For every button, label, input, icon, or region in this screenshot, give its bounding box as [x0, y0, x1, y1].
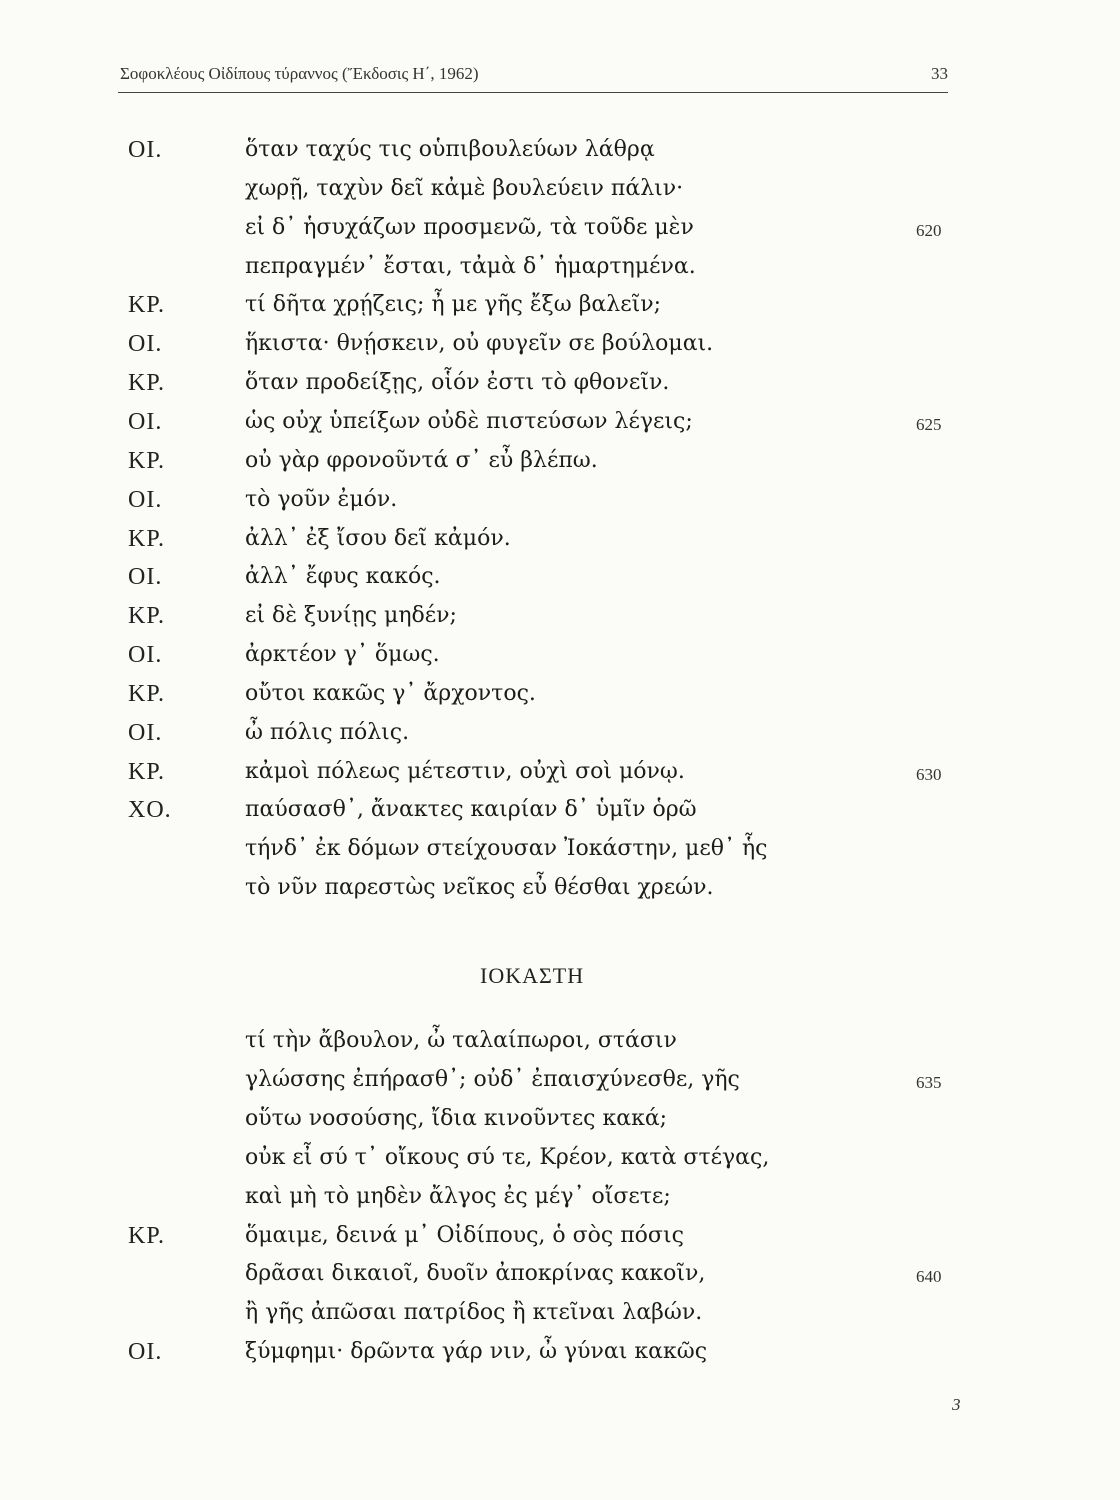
signature-mark: 3 [952, 1395, 961, 1414]
verse-text: οὐκ εἶ σύ τ᾽ οἴκους σύ τε, Κρέον, κατὰ στέγας, [245, 1144, 770, 1170]
verse-text: χωρῇ, ταχὺν δεῖ κἀμὲ βουλεύειν πάλιν· [245, 175, 684, 201]
verse-line [0, 331, 900, 369]
verse-text: ὅταν προδείξῃς, οἷόν ἐστι τὸ φθονεῖν. [245, 370, 670, 396]
line-number: 640 [916, 1267, 942, 1287]
speaker-label: ΚΡ. [128, 603, 166, 630]
verse-text: τὸ νῦν παρεστὼς νεῖκος εὖ θέσθαι χρεών. [245, 875, 714, 901]
verse-line [0, 1145, 900, 1183]
speaker-label: ΚΡ. [128, 680, 166, 707]
speaker-label: ΟΙ. [128, 137, 163, 163]
speaker-label: ΟΙ. [128, 408, 163, 435]
verse-line [0, 681, 900, 719]
verse-line [0, 214, 942, 253]
verse-line [0, 564, 900, 602]
verse-text: εἰ δὲ ξυνίῃς μηδέν; [245, 603, 457, 629]
verse-text: πεπραγμέν᾽ ἔσται, τἀμὰ δ᾽ ἡμαρτημένα. [245, 253, 696, 279]
verse-line [0, 176, 900, 214]
speaker-label: ΟΙ. [128, 486, 163, 513]
speaker-label: ΟΙ. [128, 564, 163, 591]
speaker-label: ΟΙ. [128, 1339, 163, 1366]
verse-line [0, 448, 900, 486]
verse-text: ὦ πόλις πόλις. [245, 719, 410, 745]
verse-text: τὸ γοῦν ἐμόν. [245, 486, 398, 512]
speaker-label: ΚΡ. [128, 370, 166, 397]
running-header [118, 62, 948, 93]
verse-line [0, 720, 900, 758]
section-heading: ΙΟΚΑΣΤΗ [480, 963, 585, 988]
speaker-label: ΚΡ. [128, 525, 166, 552]
speaker-label: ΚΡ. [128, 447, 166, 474]
verse-text: καὶ μὴ τὸ μηδὲν ἄλγος ἐς μέγ᾽ οἴσετε; [245, 1183, 671, 1209]
verse-text: ξύμφημι· δρῶντα γάρ νιν, ὦ γύναι κακῶς [245, 1339, 708, 1365]
verse-text: τί δῆτα χρῄζεις; ἦ με γῆς ἔξω βαλεῖν; [245, 292, 662, 318]
verse-line [0, 408, 942, 447]
verse-line [0, 1106, 900, 1144]
verse-line [0, 254, 900, 292]
speaker-label: ΚΡ. [128, 1222, 166, 1249]
header-title: Σοφοκλέους Οἰδίπους τύραννος (Ἔκδοσις Η΄, 1962) [120, 64, 479, 83]
verse-line [0, 370, 900, 408]
verse-text: ἀρκτέον γ᾽ ὅμως. [245, 642, 440, 668]
speaker-label: ΟΙ. [128, 331, 163, 358]
speaker-label: ΚΡ. [128, 758, 166, 785]
line-number: 635 [916, 1072, 942, 1092]
verse-text: δρᾶσαι δικαιοῖ, δυοῖν ἀποκρίνας κακοῖν, [245, 1261, 706, 1287]
verse-line [0, 1066, 942, 1105]
verse-line [0, 1261, 942, 1299]
verse-line [0, 526, 900, 564]
verse-text: ὅμαιμε, δεινά μ᾽ Οἰδίπους, ὁ σὸς πόσις [245, 1222, 684, 1248]
verse-line [0, 875, 900, 913]
verse-line [0, 642, 900, 680]
verse-text: ἥκιστα· θνῄσκειν, οὐ φυγεῖν σε βούλομαι. [245, 331, 714, 357]
speaker-label: ΟΙ. [128, 642, 163, 669]
verse-line [0, 797, 900, 835]
line-number: 620 [916, 220, 942, 240]
verse-line [0, 758, 942, 797]
verse-line [0, 292, 900, 330]
verse-line [0, 1339, 900, 1377]
verse-text: ὅταν ταχύς τις οὑπιβουλεύων λάθρᾳ [245, 137, 655, 162]
verse-text: γλώσσης ἐπήρασθ᾽; οὐδ᾽ ἐπαισχύνεσθε, γῆς [245, 1066, 740, 1092]
line-number: 625 [916, 414, 942, 434]
verse-text: κἀμοὶ πόλεως μέτεστιν, οὐχὶ σοὶ μόνῳ. [245, 758, 685, 784]
speaker-label: ΧΟ. [128, 797, 172, 824]
verse-text: τήνδ᾽ ἐκ δόμων στείχουσαν Ἰοκάστην, μεθ᾽ ἧς [245, 836, 768, 862]
verse-line [0, 1300, 900, 1338]
speaker-label: ΚΡ. [128, 292, 166, 319]
verse-text: εἰ δ᾽ ἡσυχάζων προσμενῶ, τὰ τοῦδε μὲν [245, 214, 694, 240]
verse-line [0, 1223, 900, 1261]
verse-text: ὡς οὐχ ὑπείξων οὐδὲ πιστεύσων λέγεις; [245, 408, 693, 434]
verse-text: οὐ γὰρ φρονοῦντά σ᾽ εὖ βλέπω. [245, 447, 598, 473]
line-number: 630 [916, 764, 942, 784]
verse-text: οὔτοι κακῶς γ᾽ ἄρχοντος. [245, 680, 536, 706]
speaker-label: ΟΙ. [128, 719, 163, 746]
verse-text: οὕτω νοσούσης, ἴδια κινοῦντες κακά; [245, 1105, 668, 1131]
verse-line [0, 836, 900, 874]
verse-line [0, 137, 900, 175]
verse-text: ἢ γῆς ἀπῶσαι πατρίδος ἢ κτεῖναι λαβών. [245, 1300, 703, 1326]
verse-line [0, 1184, 900, 1222]
page-number: 33 [931, 64, 948, 83]
verse-text: τί τὴν ἄβουλον, ὦ ταλαίπωροι, στάσιν [245, 1028, 677, 1053]
verse-text: ἀλλ᾽ ἔφυς κακός. [245, 564, 441, 590]
verse-text: ἀλλ᾽ ἐξ ἴσου δεῖ κἀμόν. [245, 525, 511, 551]
verse-text: παύσασθ᾽, ἄνακτες καιρίαν δ᾽ ὑμῖν ὁρῶ [245, 797, 697, 823]
verse-line [0, 603, 900, 641]
verse-line [0, 1028, 900, 1066]
verse-line [0, 487, 900, 525]
